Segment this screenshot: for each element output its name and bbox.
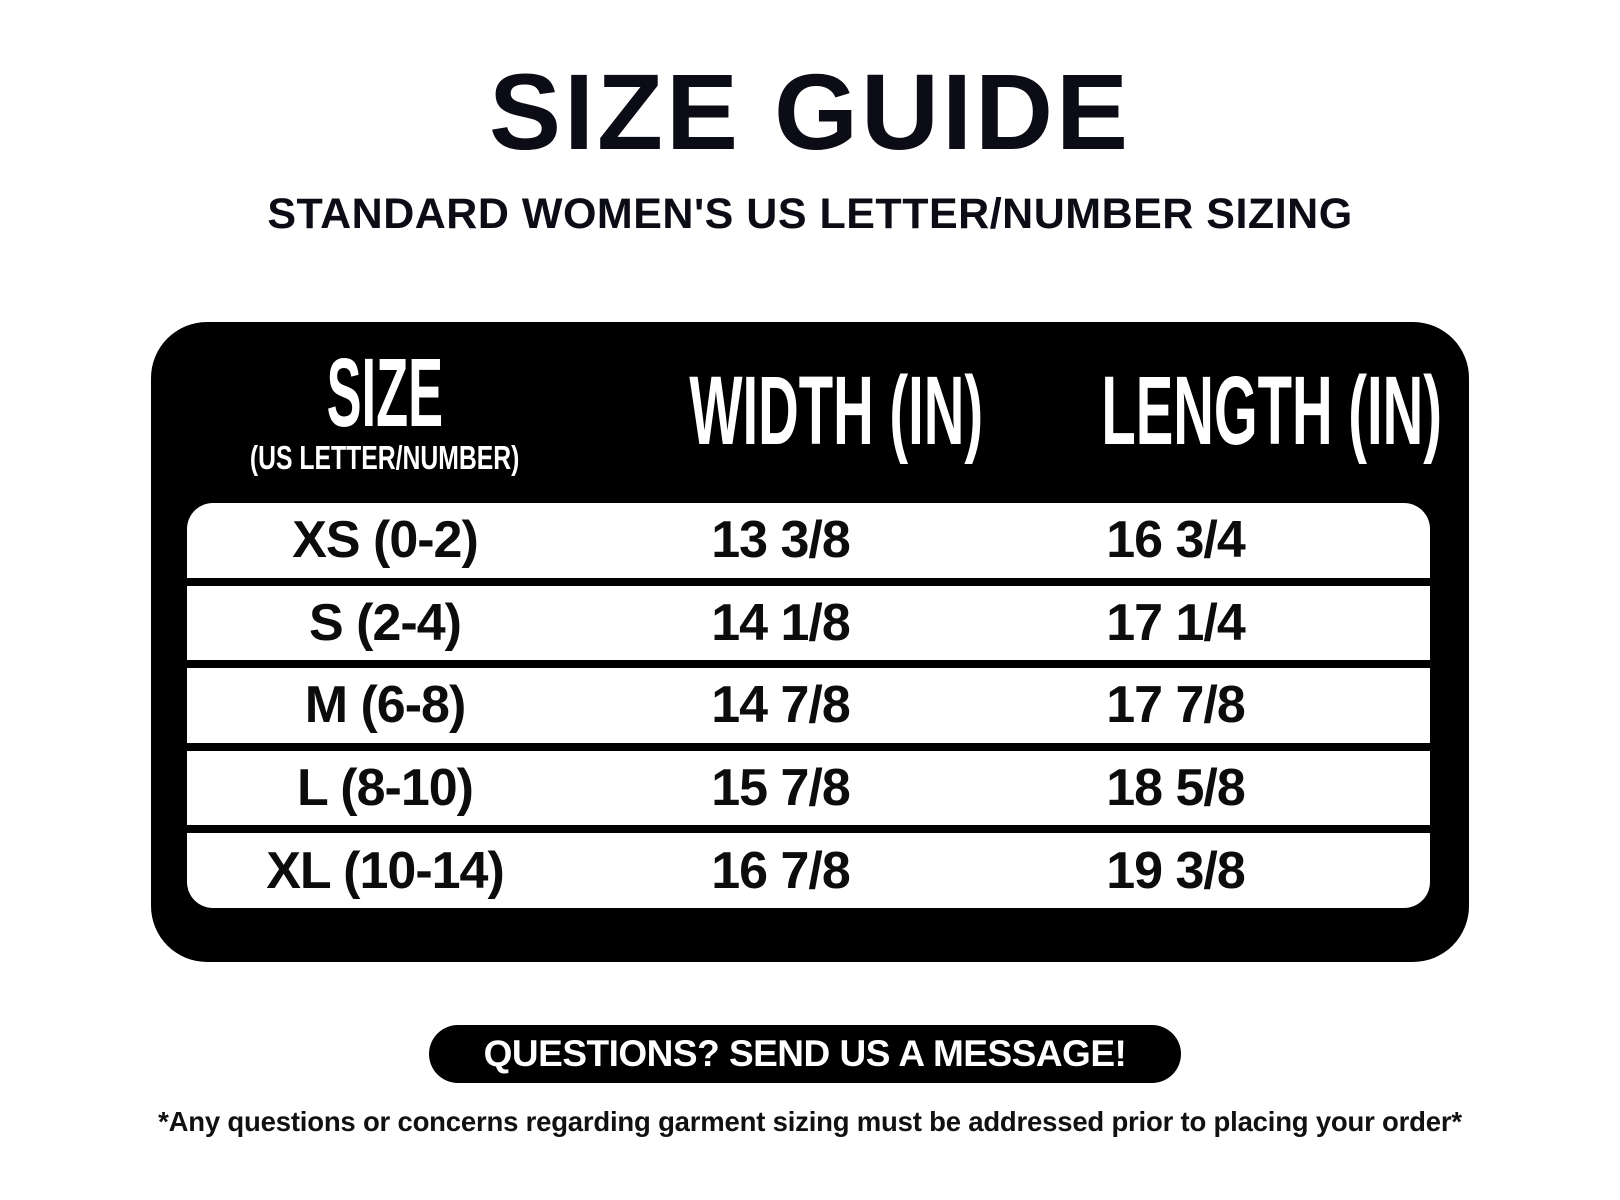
page-title: SIZE GUIDE bbox=[488, 51, 1132, 172]
size-cell: XS (0-2) bbox=[292, 511, 478, 570]
column-header-size bbox=[187, 338, 583, 476]
width-cell: 14 7/8 bbox=[711, 676, 850, 735]
table-row-xl bbox=[187, 825, 1430, 908]
table-row-m bbox=[187, 660, 1430, 743]
size-cell: XL (10-14) bbox=[266, 841, 504, 900]
width-cell: 13 3/8 bbox=[711, 511, 850, 570]
size-column-label: SIZE bbox=[326, 338, 444, 448]
width-cell: 14 1/8 bbox=[711, 593, 850, 652]
width-column-label: WIDTH (IN) bbox=[689, 356, 984, 466]
size-cell: S (2-4) bbox=[309, 593, 461, 652]
size-table bbox=[187, 503, 1430, 908]
length-cell: 17 7/8 bbox=[1106, 676, 1245, 735]
size-column-sublabel: (US LETTER/NUMBER) bbox=[250, 438, 520, 476]
table-row-s bbox=[187, 578, 1430, 661]
length-cell: 18 5/8 bbox=[1106, 759, 1245, 818]
sizing-disclaimer-text: *Any questions or concerns regarding garment sizing must be addressed prior to placing your order* bbox=[158, 1106, 1462, 1137]
size-chart-card bbox=[151, 322, 1469, 962]
page-subtitle: STANDARD WOMEN'S US LETTER/NUMBER SIZING bbox=[267, 190, 1353, 238]
size-chart-header bbox=[187, 322, 1442, 500]
width-cell: 15 7/8 bbox=[711, 759, 850, 818]
table-row-xs bbox=[187, 503, 1430, 578]
contact-cta-button[interactable]: QUESTIONS? SEND US A MESSAGE! bbox=[429, 1025, 1181, 1083]
width-cell: 16 7/8 bbox=[711, 841, 850, 900]
table-row-l bbox=[187, 743, 1430, 826]
length-cell: 19 3/8 bbox=[1106, 841, 1245, 900]
column-header-length bbox=[978, 356, 1442, 466]
size-cell: M (6-8) bbox=[304, 676, 466, 735]
length-cell: 16 3/4 bbox=[1106, 511, 1245, 570]
size-cell: L (8-10) bbox=[297, 759, 473, 818]
length-column-label: LENGTH (IN) bbox=[1101, 356, 1442, 466]
column-header-width bbox=[583, 356, 984, 466]
length-cell: 17 1/4 bbox=[1106, 593, 1245, 652]
